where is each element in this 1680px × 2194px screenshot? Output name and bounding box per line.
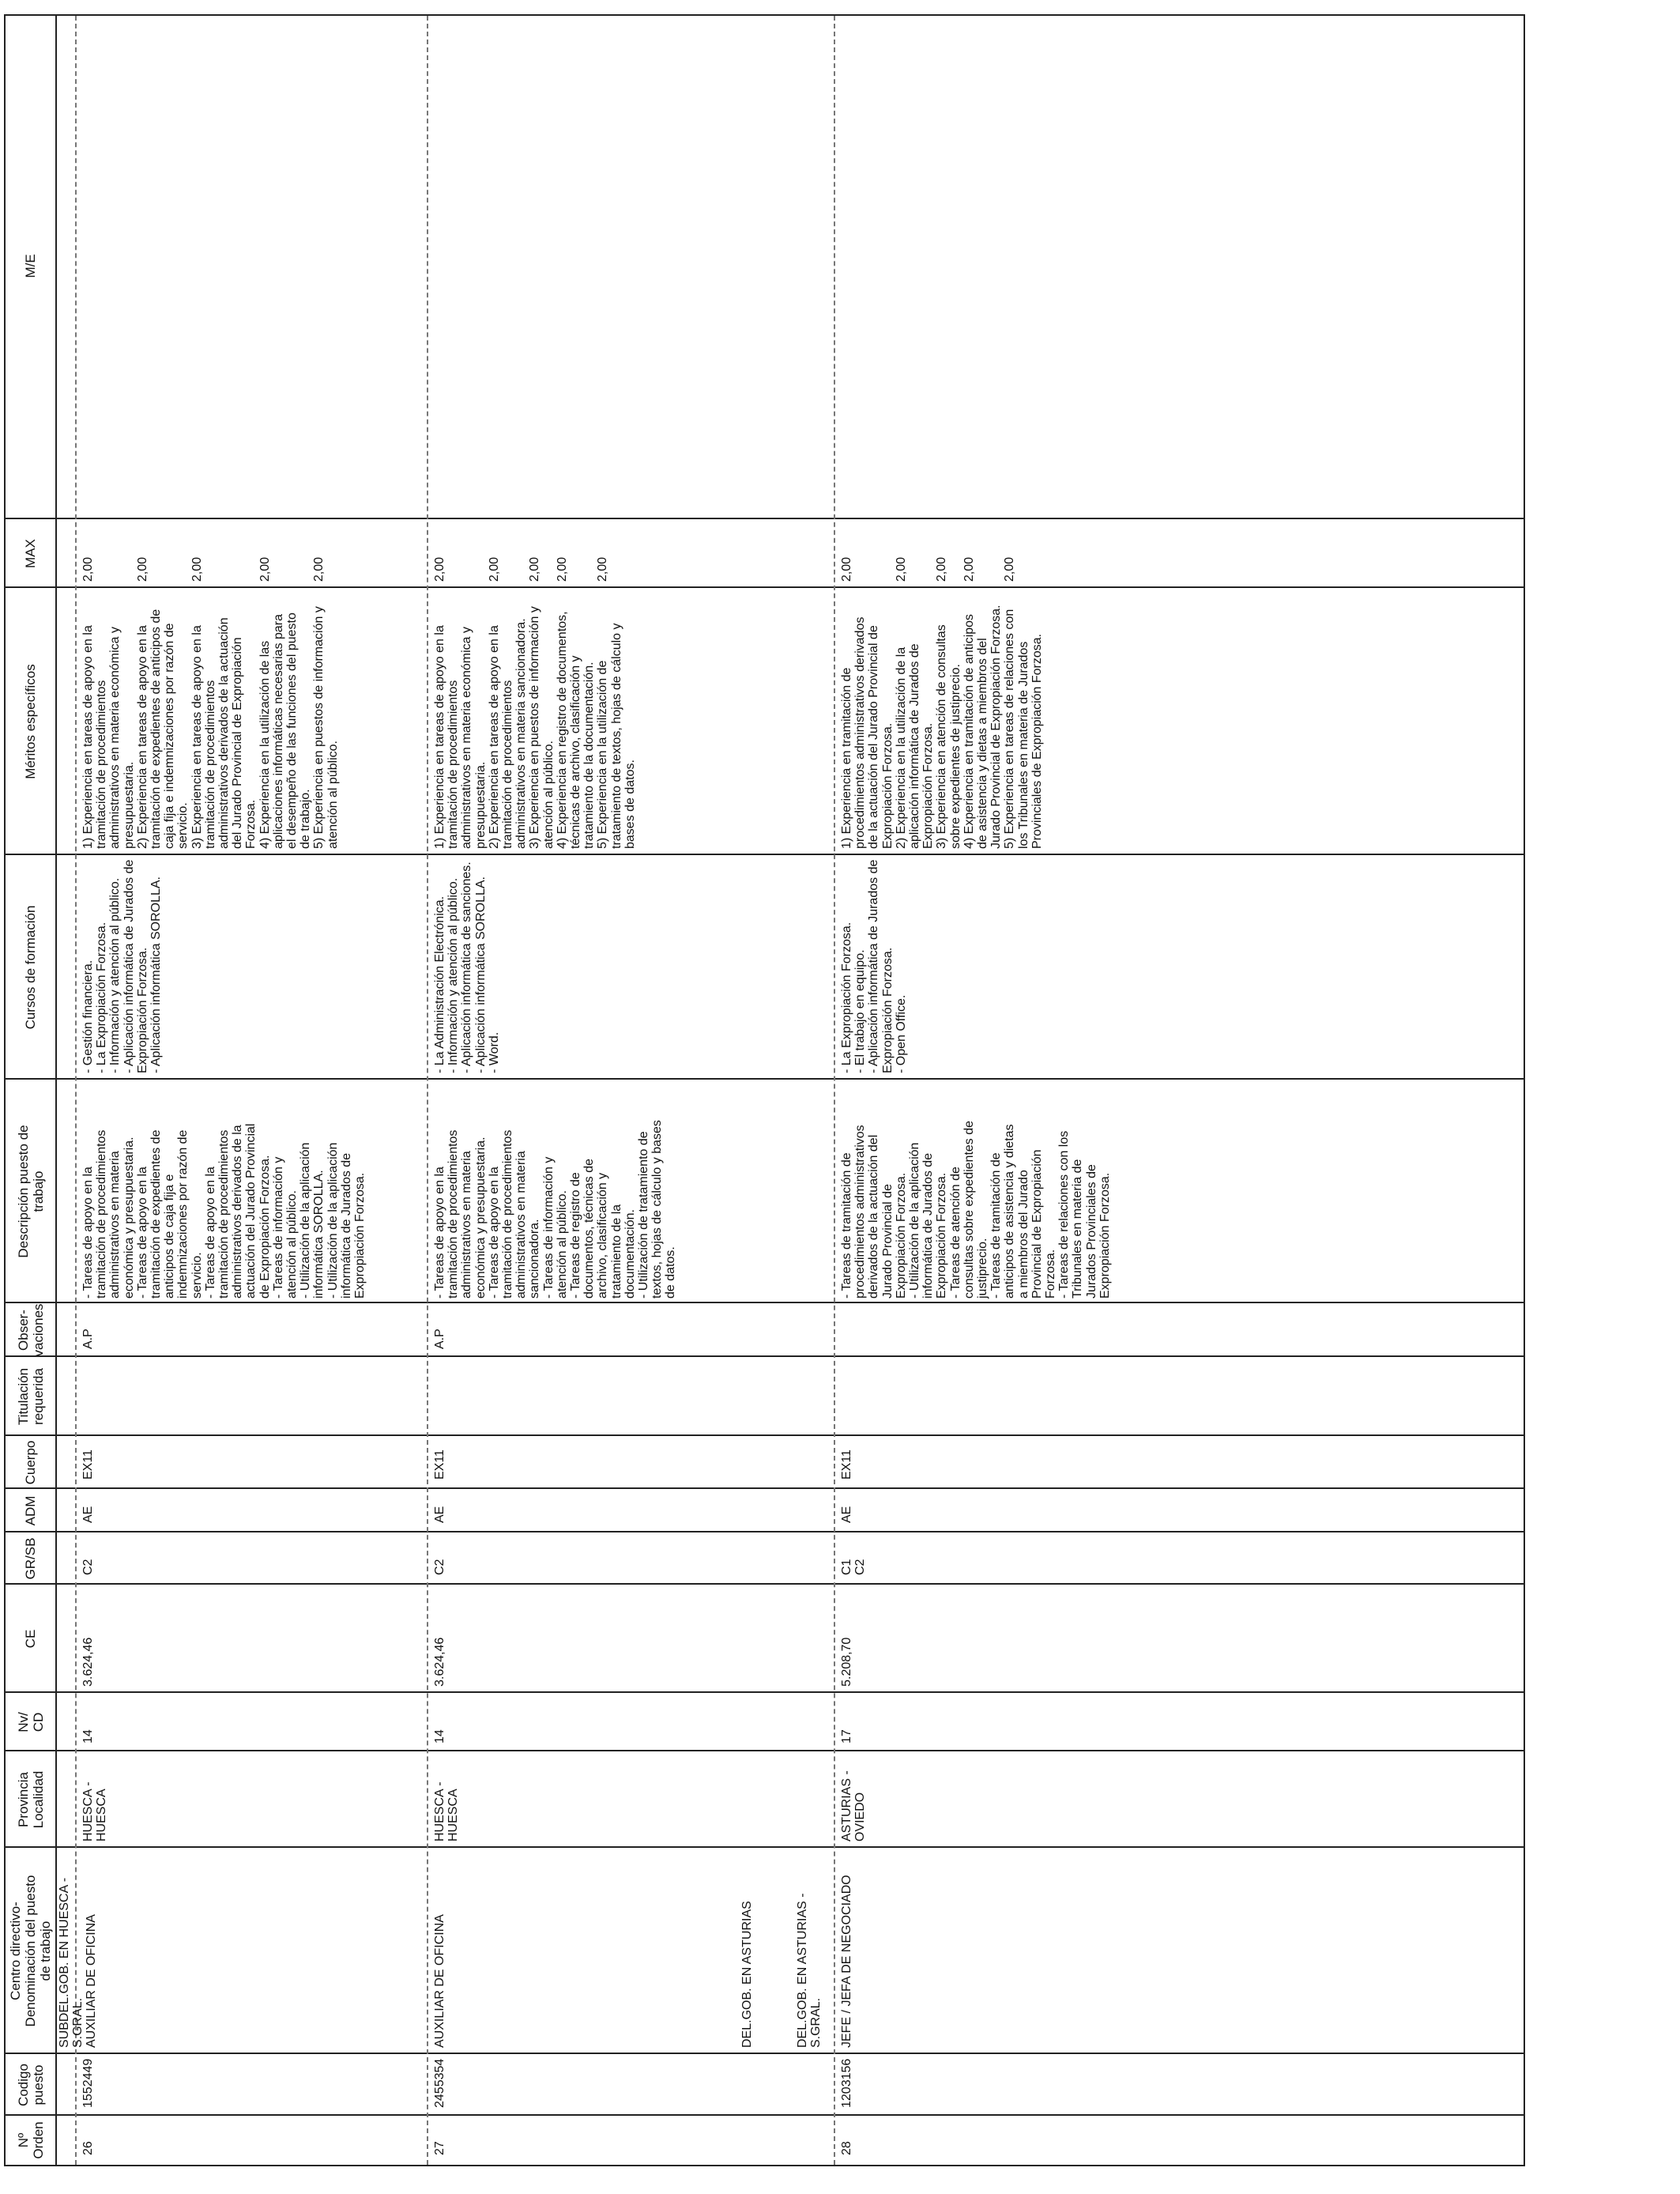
cursos-cell: - Gestión financiera. - La Expropiación Forzosa. - Información y atención al público. - Aplicación informática de Jurados de Expropiación Forzosa. - Aplicación informática SOROLLA.: [81, 859, 164, 1073]
cuerpo-cell: EX11: [840, 1449, 853, 1480]
header-me: [6, 13, 55, 519]
cuerpo-cell: EX11: [81, 1449, 95, 1480]
header-titulacion: [6, 1357, 55, 1436]
header-adm-label: ADM: [23, 1495, 38, 1526]
grupo-cell: C1 C2: [840, 1559, 868, 1575]
header-observaciones-label: Obser- vaciones: [15, 1303, 46, 1357]
column-divider: [6, 854, 1524, 855]
header-descripcion: [6, 1080, 55, 1303]
column-divider: [6, 1302, 1524, 1303]
denominacion-cell: AUXILIAR DE OFICINA: [433, 1914, 446, 2048]
grupo-cell: C2: [433, 1559, 446, 1575]
observaciones-cell: A.P: [81, 1329, 95, 1349]
max-value: 2,00: [258, 556, 272, 582]
meritos-cell: 1) Experiencia en tareas de apoyo en la tramitación de procedimientos administrativos en materia económica y presupuestaria. 2) Experiencia en tareas de apoyo en la tramitación de expedientes de anticipos de caja fija e indemnizaciones por razón de servicio. 3) Experiencia en tareas de apoyo en la tramitación de procedimientos administrativos derivados de la actuación del Jurado Provincial de Expropiación Forzosa. 4) Experiencia en la utilización de las aplicaciones informáticas necesarias para el desempeño de las funciones del puesto de trabajo. 5) Experiencia en puestos de información y atención al público.: [81, 606, 340, 849]
header-descripcion-label: Descripción puesto de trabajo: [15, 1125, 46, 1258]
nivel-cell: 17: [840, 1729, 853, 1744]
max-value: 2,00: [433, 556, 446, 582]
max-value: 2,00: [528, 556, 542, 582]
codigo-cell: 1552449: [81, 2058, 95, 2108]
adm-cell: AE: [81, 1506, 95, 1523]
header-meritos-label: Méritos específicos: [23, 664, 38, 779]
column-divider: [6, 518, 1524, 519]
cursos-cell: - La Expropiación Forzosa. - El trabajo en equipo. - Aplicación informática de Jurados de Expropiación Forzosa. - Open Office.: [840, 859, 908, 1073]
descripcion-cell: - Tareas de tramitación de procedimientos administrativos derivados de la actuación del Jurado Provincial de Expropiación Forzosa. - Utilización de la aplicación informática de Jurados de Expropiación Forzosa. - Tareas de atención de consultas sobre expedientes de justiprecio. - Tareas de tramitación de anticipos de asistencia y dietas a miembros del Jurado Provincial de Expropiación Forzosa. - Tareas de relaciones con los Tribunales en materia de Jurados Provinciales de Expropiación Forzosa.: [840, 1120, 1112, 1299]
header-ce-label: CE: [23, 1629, 38, 1649]
header-cursos-label: Cursos de formación: [23, 905, 38, 1030]
column-divider: [6, 1750, 1524, 1751]
column-divider: [6, 1531, 1524, 1532]
header-orden-label: Nº Orden: [15, 2121, 46, 2159]
header-orden: [6, 2116, 55, 2165]
header-cuerpo-label: Cuerpo: [23, 1440, 38, 1485]
header-max: [6, 519, 55, 588]
max-value: 2,00: [135, 556, 149, 582]
row-separator: [75, 16, 77, 2165]
header-centro-label: Centro directivo- Denominación del puesto de trabajo: [8, 1875, 53, 2027]
max-value: 2,00: [81, 556, 95, 582]
ce-cell: 3.624,46: [81, 1637, 95, 1687]
max-value: 2,00: [596, 556, 610, 582]
adm-cell: AE: [433, 1506, 446, 1523]
column-divider: [6, 1487, 1524, 1489]
max-value: 2,00: [840, 556, 853, 582]
header-meritos: [6, 588, 55, 855]
descripcion-cell: - Tareas de apoyo en la tramitación de procedimientos administrativos en materia económica y presupuestaria. - Tareas de apoyo en la tramitación de expedientes de anticipos de caja fija e indemnizaciones por razón de servicio. - Tareas de apoyo en la tramitación de procedimientos administrativos derivados de la actuación del Jurado Provincial de Expropiación Forzosa. - Tareas de información y atención al público. - Utilización de la aplicación informática SOROLLA. - Utilización de la aplicación informática de Jurados de Expropiación Forzosa.: [81, 1123, 367, 1299]
meritos-cell: 1) Experiencia en tramitación de procedimientos administrativos derivados de la actuación del Jurado Provincial de Expropiación Forzosa. 2) Experiencia en la utilización de la aplicación informática de Jurados de Expropiación Forzosa. 3) Experiencia en atención de consultas sobre expedientes de justiprecio. 4) Experiencia en tramitación de anticipos de asistencia y dietas a miembros del Jurado Provincial de Expropiación Forzosa. 5) Experiencia en tareas de relaciones con los Tribunales en materia de Jurados Provinciales de Expropiación Forzosa.: [840, 605, 1044, 849]
max-value: 2,00: [894, 556, 908, 582]
observaciones-cell: A.P: [433, 1329, 446, 1349]
centro-directivo-label: DEL.GOB. EN ASTURIAS - S.GRAL.: [796, 1893, 823, 2048]
denominacion-cell: JEFE / JEFA DE NEGOCIADO: [840, 1875, 853, 2048]
header-grupo: [6, 1532, 55, 1585]
orden-cell: 28: [840, 2141, 853, 2155]
column-divider: [6, 1355, 1524, 1357]
header-nivel-label: Nv/ CD: [15, 1712, 46, 1732]
table-frame: [4, 14, 1525, 2166]
adm-cell: AE: [840, 1506, 853, 1523]
max-value: 2,00: [1003, 556, 1017, 582]
provincia-cell: HUESCA - HUESCA: [81, 1781, 109, 1842]
header-codigo-label: Codigo puesto: [15, 2064, 46, 2106]
header-ce: [6, 1585, 55, 1693]
codigo-cell: 1203156: [840, 2058, 853, 2108]
table-header-row: [6, 16, 57, 2165]
header-observaciones: [6, 1303, 55, 1357]
max-value: 2,00: [487, 556, 501, 582]
cuerpo-cell: EX11: [433, 1449, 446, 1480]
ce-cell: 5.208,70: [840, 1637, 853, 1687]
header-adm: [6, 1489, 55, 1532]
header-nivel: [6, 1693, 55, 1751]
column-divider: [6, 1691, 1524, 1693]
header-cuerpo: [6, 1436, 55, 1489]
max-value: 2,00: [555, 556, 569, 582]
header-grupo-label: GR/SB: [23, 1537, 38, 1580]
max-value: 2,00: [190, 556, 204, 582]
codigo-cell: 2455354: [433, 2058, 446, 2108]
column-divider: [6, 1583, 1524, 1585]
cursos-cell: - La Administración Electrónica. - Información y atención al público. - Aplicación informática de sanciones. - Aplicación informática SOROLLA. - Word.: [433, 861, 501, 1073]
max-value: 2,00: [962, 556, 976, 582]
descripcion-cell: - Tareas de apoyo en la tramitación de procedimientos administrativos en materia económica y presupuestaria. - Tareas de apoyo en la tramitación de procedimientos administrativos en materia sancionadora. - Tareas de información y atención al público. - Tareas de registro de documentos, técnicas de archivo, clasificación y tratamiento de la documentación. - Utilización de tratamiento de textos, hojas de cálculo y bases de datos.: [433, 1120, 678, 1299]
provincia-cell: HUESCA - HUESCA: [433, 1781, 461, 1842]
header-provincia: [6, 1751, 55, 1848]
ce-cell: 3.624,46: [433, 1637, 446, 1687]
row-separator: [427, 16, 428, 2165]
header-cursos: [6, 855, 55, 1080]
header-codigo: [6, 2054, 55, 2116]
header-centro: [6, 1848, 55, 2054]
nivel-cell: 14: [433, 1729, 446, 1744]
header-titulacion-label: Titulación requerida: [15, 1367, 46, 1426]
column-divider: [6, 1078, 1524, 1080]
header-me-label: M/E: [23, 254, 38, 278]
nivel-cell: 14: [81, 1729, 95, 1744]
orden-cell: 26: [81, 2141, 95, 2155]
orden-cell: 27: [433, 2141, 446, 2155]
grupo-cell: C2: [81, 1559, 95, 1575]
max-value: 2,00: [312, 556, 326, 582]
centro-directivo-label: SUBDEL.GOB. EN HUESCA - S.GRAL.: [58, 1877, 85, 2048]
denominacion-cell: AUXILIAR DE OFICINA: [85, 1914, 98, 2048]
provincia-cell: ASTURIAS - OVIEDO: [840, 1770, 868, 1842]
column-divider: [6, 1434, 1524, 1436]
column-divider: [6, 2114, 1524, 2116]
header-max-label: MAX: [23, 539, 38, 568]
header-provincia-label: Provincia Localidad: [15, 1770, 46, 1829]
centro-directivo-label: DEL.GOB. EN ASTURIAS: [740, 1901, 754, 2048]
column-divider: [6, 1846, 1524, 1848]
max-value: 2,00: [935, 556, 949, 582]
meritos-cell: 1) Experiencia en tareas de apoyo en la tramitación de procedimientos administrativos en materia económica y presupuestaria. 2) Experiencia en tareas de apoyo en la tramitación de procedimientos administrativos en materia sancionadora. 3) Experiencia en puestos de información y atención al público. 4) Experiencia en registro de documentos, técnicas de archivo, clasificación y tratamiento de la documentación. 5) Experiencia en la utilización de tratamiento de textos, hojas de cálculo y bases de datos.: [433, 606, 637, 849]
row-separator: [834, 16, 835, 2165]
column-divider: [6, 2053, 1524, 2054]
